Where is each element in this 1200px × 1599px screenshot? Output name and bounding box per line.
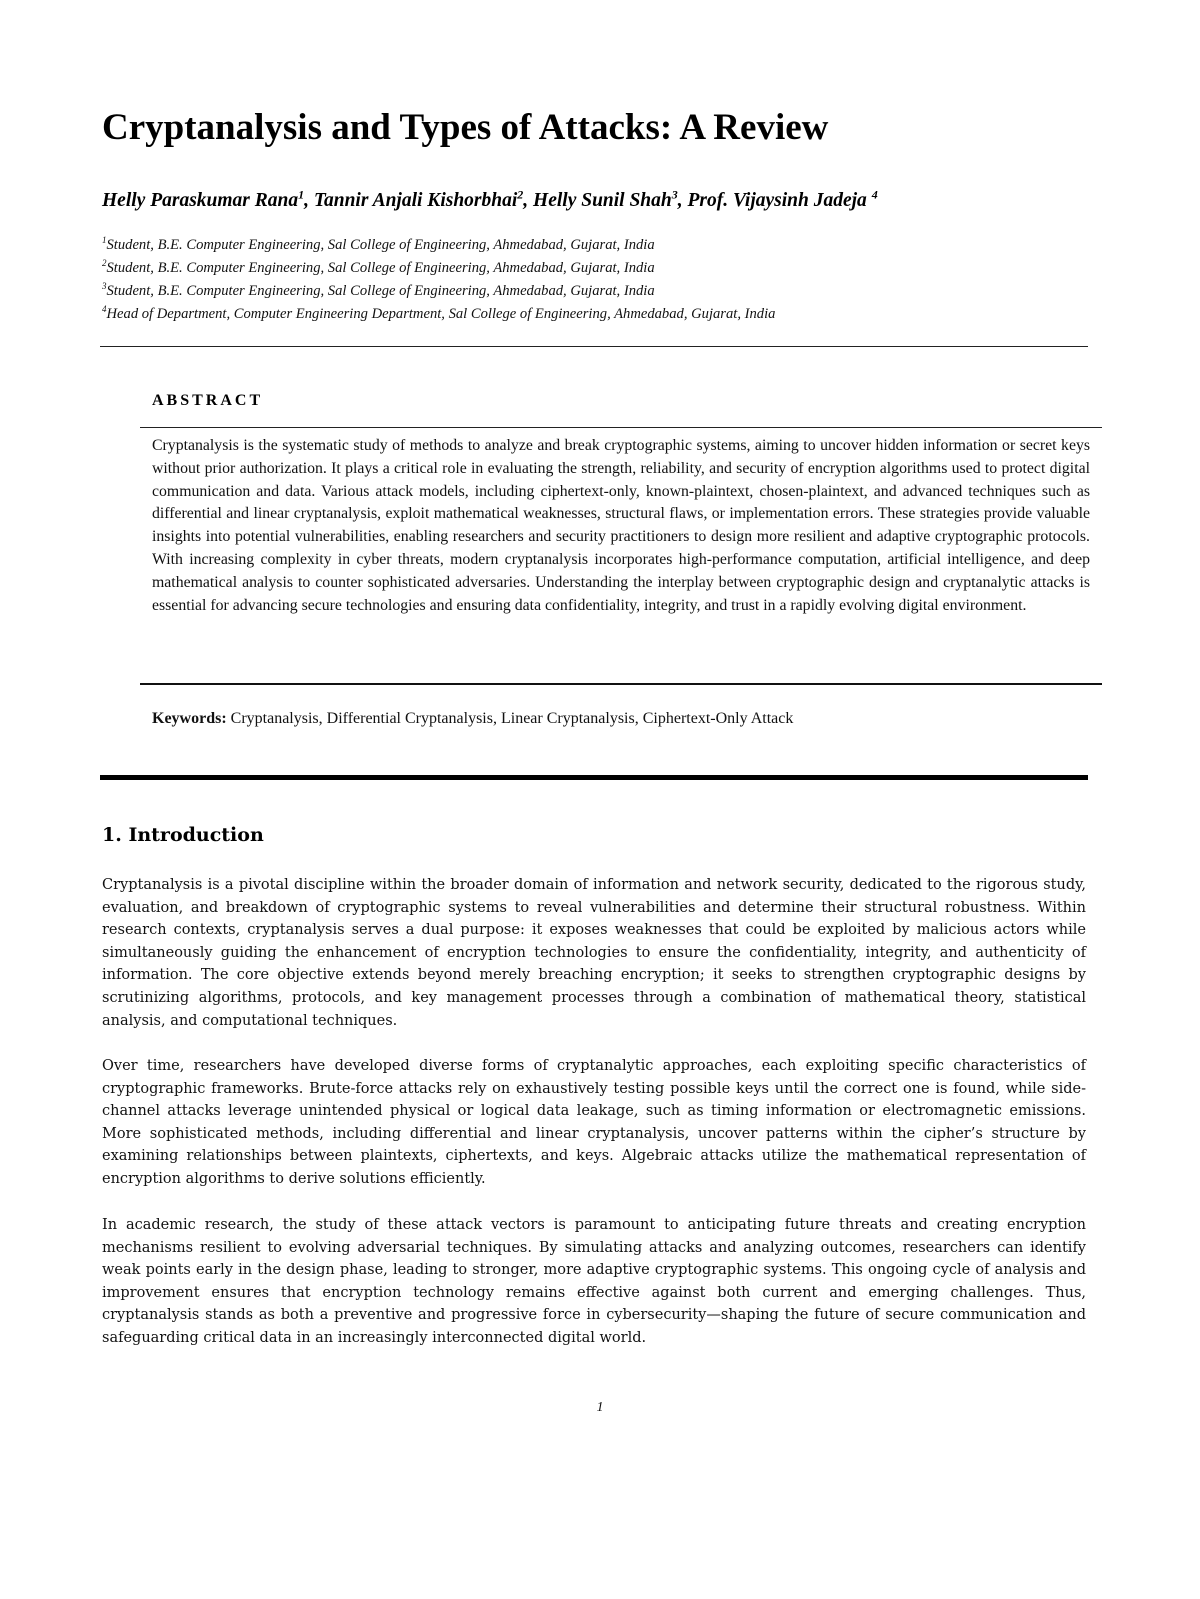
keywords-label: Keywords: <box>152 710 227 727</box>
author-name: Helly Paraskumar Rana <box>102 190 299 211</box>
author-list <box>102 188 1102 214</box>
keywords-line <box>152 708 1092 730</box>
affiliation-item <box>102 234 1102 257</box>
body-paragraph: In academic research, the study of these attack vectors is paramount to anticipating future threats and creating encryption mechanisms resilient to evolving adversarial techniques. By simulating attacks and analyzing outcomes, researchers can identify weak points early in the design phase, leading to stronger, more adaptive cryptographic systems. This ongoing cycle of analysis and improvement ensures that encryption technology remains effective against both current and emerging challenges. Thus, cryptanalysis stands as both a preventive and progressive force in cybersecurity—shaping the future of secure communication and safeguarding critical data in an increasingly interconnected digital world. <box>102 1217 1086 1346</box>
keywords-list: Cryptanalysis, Differential Cryptanalysis, Linear Cryptanalysis, Ciphertext-Only Attack <box>226 710 794 727</box>
abstract-heading: ABSTRACT <box>152 392 264 409</box>
abstract-top-divider <box>140 427 1102 428</box>
section-divider <box>100 775 1088 780</box>
affiliation-item <box>102 303 1102 326</box>
author-name: Helly Sunil Shah <box>533 190 672 211</box>
affiliation-item <box>102 257 1102 280</box>
abstract-bottom-divider <box>140 683 1102 685</box>
page-number: 1 <box>596 1400 604 1415</box>
body-paragraph: Cryptanalysis is a pivotal discipline within the broader domain of information and network security, dedicated to the rigorous study, evaluation, and breakdown of cryptographic systems to reveal vulnerabilities and determine their structural robustness. Within research contexts, cryptanalysis serves a dual purpose: it exposes weaknesses that could be exploited by malicious actors while simultaneously guiding the enhancement of encryption technologies to ensure the confidentiality, integrity, and authenticity of information. The core objective extends beyond merely breaching encryption; it seeks to strengthen cryptographic designs by scrutinizing algorithms, protocols, and key management processes through a combination of mathematical theory, statistical analysis, and computational techniques. <box>102 877 1086 1029</box>
header-divider <box>100 346 1088 347</box>
affiliation-text: Student, B.E. Computer Engineering, Sal College of Engineering, Ahmedabad, Gujarat, India <box>106 283 655 299</box>
affiliation-list <box>102 234 1102 326</box>
author-name: Tannir Anjali Kishorbhai <box>313 190 518 211</box>
body-paragraph: Over time, researchers have developed diverse forms of cryptanalytic approaches, each exploiting specific characteristics of cryptographic frameworks. Brute-force attacks rely on exhaustively testing possible keys until the correct one is found, while side-channel attacks leverage unintended physical or logical data leakage, such as timing information or electromagnetic emissions. More sophisticated methods, including differential and linear cryptanalysis, uncover patterns within the cipher’s structure by examining relationships between plaintexts, ciphertexts, and keys. Algebraic attacks utilize the mathematical representation of encryption algorithms to derive solutions efficiently. <box>102 1058 1086 1187</box>
author-separator: , <box>523 190 534 211</box>
author-superscript: 3 <box>671 187 678 202</box>
author-separator: , <box>677 190 688 211</box>
author-superscript: 2 <box>517 187 524 202</box>
author-superscript: 4 <box>871 187 878 202</box>
abstract-text: Cryptanalysis is the systematic study of methods to analyze and break cryptographic systems, aiming to uncover hidden information or secret keys without prior authorization. It plays a critical role in evaluating the strength, reliability, and security of encryption algorithms used to protect digital communication and data. Various attack models, including ciphertext-only, known-plaintext, chosen-plaintext, and advanced techniques such as differential and linear cryptanalysis, exploit mathematical weaknesses, structural flaws, or implementation errors. These strategies provide valuable insights into potential vulnerabilities, enabling researchers and security practitioners to design more resilient and adaptive cryptographic protocols. With increasing complexity in cyber threats, modern cryptanalysis incorporates high-performance computation, artificial intelligence, and deep mathematical analysis to counter sophisticated adversaries. Understanding the interplay between cryptographic design and cryptanalytic attacks is essential for advancing secure technologies and ensuring data confidentiality, integrity, and trust in a rapidly evolving digital environment. <box>152 437 1090 614</box>
section-heading-introduction: 1. Introduction <box>102 824 264 846</box>
author-name: Prof. Vijaysinh Jadeja <box>687 190 872 211</box>
paper-title: Cryptanalysis and Types of Attacks: A Review <box>102 107 829 148</box>
affiliation-superscript: 4 <box>102 304 107 315</box>
affiliation-text: Student, B.E. Computer Engineering, Sal College of Engineering, Ahmedabad, Gujarat, India <box>106 260 655 276</box>
affiliation-superscript: 3 <box>102 281 107 292</box>
author-separator: , <box>304 190 314 211</box>
affiliation-superscript: 2 <box>102 258 107 269</box>
affiliation-text: Head of Department, Computer Engineering Department, Sal College of Engineering, Ahmedabad, Gujarat, India <box>106 306 776 322</box>
affiliation-item <box>102 280 1102 303</box>
affiliation-text: Student, B.E. Computer Engineering, Sal College of Engineering, Ahmedabad, Gujarat, India <box>106 237 655 253</box>
author-superscript: 1 <box>298 187 305 202</box>
affiliation-superscript: 1 <box>102 235 107 246</box>
